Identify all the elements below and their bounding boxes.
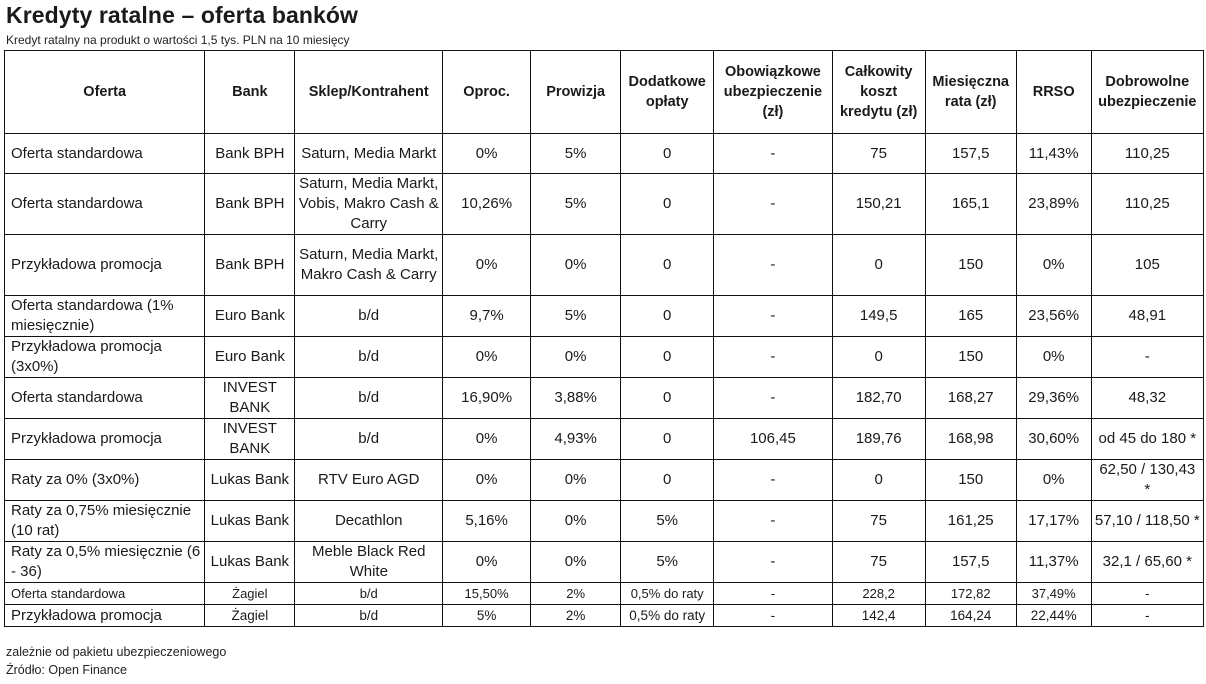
cell-dobrowolne-ubezpieczenie: - [1091,583,1203,605]
cell-sklep: Saturn, Media Markt [295,134,443,174]
cell-rrso: 0% [1016,460,1091,501]
cell-sklep: b/d [295,378,443,419]
cell-dodatkowe-oplaty: 0 [621,296,714,337]
cell-obowiazkowe-ubezpieczenie: - [714,337,832,378]
cell-rrso: 22,44% [1016,605,1091,627]
cell-sklep: Saturn, Media Markt, Makro Cash & Carry [295,235,443,296]
cell-bank: INVEST BANK [205,378,295,419]
cell-calkowity-koszt: 189,76 [832,419,925,460]
cell-bank: Lukas Bank [205,501,295,542]
cell-dodatkowe-oplaty: 0,5% do raty [621,583,714,605]
header-miesieczna-rata: Miesięczna rata (zł) [925,51,1016,134]
cell-sklep: Meble Black Red White [295,542,443,583]
cell-oproc: 0% [443,542,531,583]
table-row [5,542,1204,583]
cell-bank: Żagiel [205,605,295,627]
cell-oproc: 16,90% [443,378,531,419]
cell-prowizja: 0% [531,542,621,583]
cell-sklep: b/d [295,296,443,337]
page-subtitle: Kredyt ratalny na produkt o wartości 1,5 tys. PLN na 10 miesięcy [6,33,350,47]
table-body [5,134,1204,627]
table-row [5,501,1204,542]
cell-oproc: 0% [443,134,531,174]
cell-bank: Bank BPH [205,235,295,296]
cell-miesieczna-rata: 168,98 [925,419,1016,460]
offers-table [4,50,1204,627]
header-calkowity-koszt: Całkowity koszt kredytu (zł) [832,51,925,134]
cell-obowiazkowe-ubezpieczenie: - [714,296,832,337]
cell-bank: INVEST BANK [205,419,295,460]
cell-miesieczna-rata: 168,27 [925,378,1016,419]
cell-calkowity-koszt: 75 [832,501,925,542]
cell-miesieczna-rata: 150 [925,337,1016,378]
cell-prowizja: 2% [531,583,621,605]
table-row [5,174,1204,235]
cell-obowiazkowe-ubezpieczenie: - [714,605,832,627]
cell-obowiazkowe-ubezpieczenie: 106,45 [714,419,832,460]
cell-miesieczna-rata: 165 [925,296,1016,337]
cell-oproc: 0% [443,337,531,378]
cell-dodatkowe-oplaty: 0 [621,174,714,235]
cell-oferta: Przykładowa promocja [5,419,205,460]
cell-calkowity-koszt: 75 [832,134,925,174]
cell-dodatkowe-oplaty: 0 [621,235,714,296]
cell-rrso: 37,49% [1016,583,1091,605]
cell-dodatkowe-oplaty: 0 [621,134,714,174]
cell-calkowity-koszt: 182,70 [832,378,925,419]
cell-oferta: Raty za 0,75% miesięcznie (10 rat) [5,501,205,542]
header-oproc: Oproc. [443,51,531,134]
header-dobrowolne-ubezpieczenie: Dobrowolne ubezpieczenie [1091,51,1203,134]
header-prowizja: Prowizja [531,51,621,134]
cell-bank: Lukas Bank [205,460,295,501]
cell-sklep: b/d [295,583,443,605]
cell-sklep: b/d [295,337,443,378]
cell-rrso: 17,17% [1016,501,1091,542]
cell-miesieczna-rata: 172,82 [925,583,1016,605]
header-rrso: RRSO [1016,51,1091,134]
cell-dobrowolne-ubezpieczenie: 32,1 / 65,60 * [1091,542,1203,583]
header-obowiazkowe-ubezpieczenie: Obowiązkowe ubezpieczenie (zł) [714,51,832,134]
cell-obowiazkowe-ubezpieczenie: - [714,378,832,419]
cell-prowizja: 4,93% [531,419,621,460]
cell-miesieczna-rata: 164,24 [925,605,1016,627]
cell-miesieczna-rata: 150 [925,460,1016,501]
cell-bank: Euro Bank [205,337,295,378]
cell-calkowity-koszt: 0 [832,460,925,501]
cell-bank: Lukas Bank [205,542,295,583]
header-sklep: Sklep/Kontrahent [295,51,443,134]
cell-obowiazkowe-ubezpieczenie: - [714,583,832,605]
cell-prowizja: 5% [531,174,621,235]
cell-prowizja: 5% [531,296,621,337]
cell-prowizja: 0% [531,501,621,542]
cell-rrso: 11,37% [1016,542,1091,583]
cell-dobrowolne-ubezpieczenie: od 45 do 180 * [1091,419,1203,460]
cell-bank: Żagiel [205,583,295,605]
cell-sklep: b/d [295,605,443,627]
cell-oproc: 9,7% [443,296,531,337]
cell-dobrowolne-ubezpieczenie: 110,25 [1091,134,1203,174]
cell-sklep: Saturn, Media Markt, Vobis, Makro Cash & Carry [295,174,443,235]
cell-rrso: 11,43% [1016,134,1091,174]
cell-oproc: 0% [443,419,531,460]
cell-oferta: Przykładowa promocja [5,605,205,627]
table-row [5,605,1204,627]
cell-sklep: b/d [295,419,443,460]
cell-bank: Bank BPH [205,134,295,174]
cell-obowiazkowe-ubezpieczenie: - [714,174,832,235]
cell-dodatkowe-oplaty: 0 [621,378,714,419]
cell-rrso: 0% [1016,337,1091,378]
cell-oferta: Przykładowa promocja [5,235,205,296]
cell-miesieczna-rata: 157,5 [925,542,1016,583]
cell-obowiazkowe-ubezpieczenie: - [714,460,832,501]
cell-oferta: Oferta standardowa (1% miesięcznie) [5,296,205,337]
cell-miesieczna-rata: 165,1 [925,174,1016,235]
table-row [5,583,1204,605]
cell-bank: Euro Bank [205,296,295,337]
cell-oproc: 10,26% [443,174,531,235]
cell-oferta: Raty za 0% (3x0%) [5,460,205,501]
cell-dodatkowe-oplaty: 0 [621,460,714,501]
cell-oferta: Oferta standardowa [5,134,205,174]
cell-dobrowolne-ubezpieczenie: 110,25 [1091,174,1203,235]
cell-obowiazkowe-ubezpieczenie: - [714,542,832,583]
cell-dobrowolne-ubezpieczenie: 62,50 / 130,43 * [1091,460,1203,501]
cell-dobrowolne-ubezpieczenie: - [1091,605,1203,627]
cell-rrso: 23,56% [1016,296,1091,337]
cell-prowizja: 3,88% [531,378,621,419]
cell-obowiazkowe-ubezpieczenie: - [714,134,832,174]
cell-calkowity-koszt: 228,2 [832,583,925,605]
cell-rrso: 0% [1016,235,1091,296]
cell-oferta: Oferta standardowa [5,378,205,419]
cell-oproc: 0% [443,460,531,501]
header-oferta: Oferta [5,51,205,134]
footnote: zależnie od pakietu ubezpieczeniowego [6,645,227,659]
cell-calkowity-koszt: 0 [832,235,925,296]
table-row [5,419,1204,460]
table-row [5,378,1204,419]
cell-prowizja: 0% [531,337,621,378]
cell-sklep: RTV Euro AGD [295,460,443,501]
cell-dobrowolne-ubezpieczenie: 105 [1091,235,1203,296]
cell-oferta: Oferta standardowa [5,174,205,235]
cell-rrso: 23,89% [1016,174,1091,235]
table-row [5,460,1204,501]
cell-sklep: Decathlon [295,501,443,542]
cell-oferta: Oferta standardowa [5,583,205,605]
header-bank: Bank [205,51,295,134]
header-dodatkowe-oplaty: Dodatkowe opłaty [621,51,714,134]
cell-dodatkowe-oplaty: 5% [621,542,714,583]
cell-bank: Bank BPH [205,174,295,235]
cell-prowizja: 0% [531,235,621,296]
cell-dobrowolne-ubezpieczenie: 48,91 [1091,296,1203,337]
cell-prowizja: 0% [531,460,621,501]
cell-miesieczna-rata: 157,5 [925,134,1016,174]
cell-calkowity-koszt: 149,5 [832,296,925,337]
cell-oproc: 5% [443,605,531,627]
cell-dodatkowe-oplaty: 0 [621,419,714,460]
cell-obowiazkowe-ubezpieczenie: - [714,235,832,296]
cell-oferta: Raty za 0,5% miesięcznie (6 - 36) [5,542,205,583]
cell-calkowity-koszt: 0 [832,337,925,378]
cell-dodatkowe-oplaty: 5% [621,501,714,542]
table-header-row [5,51,1204,134]
cell-oproc: 0% [443,235,531,296]
cell-dobrowolne-ubezpieczenie: - [1091,337,1203,378]
table-row [5,235,1204,296]
cell-calkowity-koszt: 150,21 [832,174,925,235]
cell-oproc: 5,16% [443,501,531,542]
cell-dodatkowe-oplaty: 0,5% do raty [621,605,714,627]
table-row [5,337,1204,378]
cell-dobrowolne-ubezpieczenie: 57,10 / 118,50 * [1091,501,1203,542]
cell-miesieczna-rata: 150 [925,235,1016,296]
cell-oferta: Przykładowa promocja (3x0%) [5,337,205,378]
table-row [5,296,1204,337]
cell-rrso: 29,36% [1016,378,1091,419]
cell-dodatkowe-oplaty: 0 [621,337,714,378]
cell-calkowity-koszt: 142,4 [832,605,925,627]
cell-calkowity-koszt: 75 [832,542,925,583]
source-note: Źródło: Open Finance [6,663,127,677]
cell-miesieczna-rata: 161,25 [925,501,1016,542]
cell-obowiazkowe-ubezpieczenie: - [714,501,832,542]
table-row [5,134,1204,174]
cell-rrso: 30,60% [1016,419,1091,460]
cell-dobrowolne-ubezpieczenie: 48,32 [1091,378,1203,419]
cell-oproc: 15,50% [443,583,531,605]
page-title: Kredyty ratalne – oferta banków [6,2,359,28]
cell-prowizja: 5% [531,134,621,174]
cell-prowizja: 2% [531,605,621,627]
